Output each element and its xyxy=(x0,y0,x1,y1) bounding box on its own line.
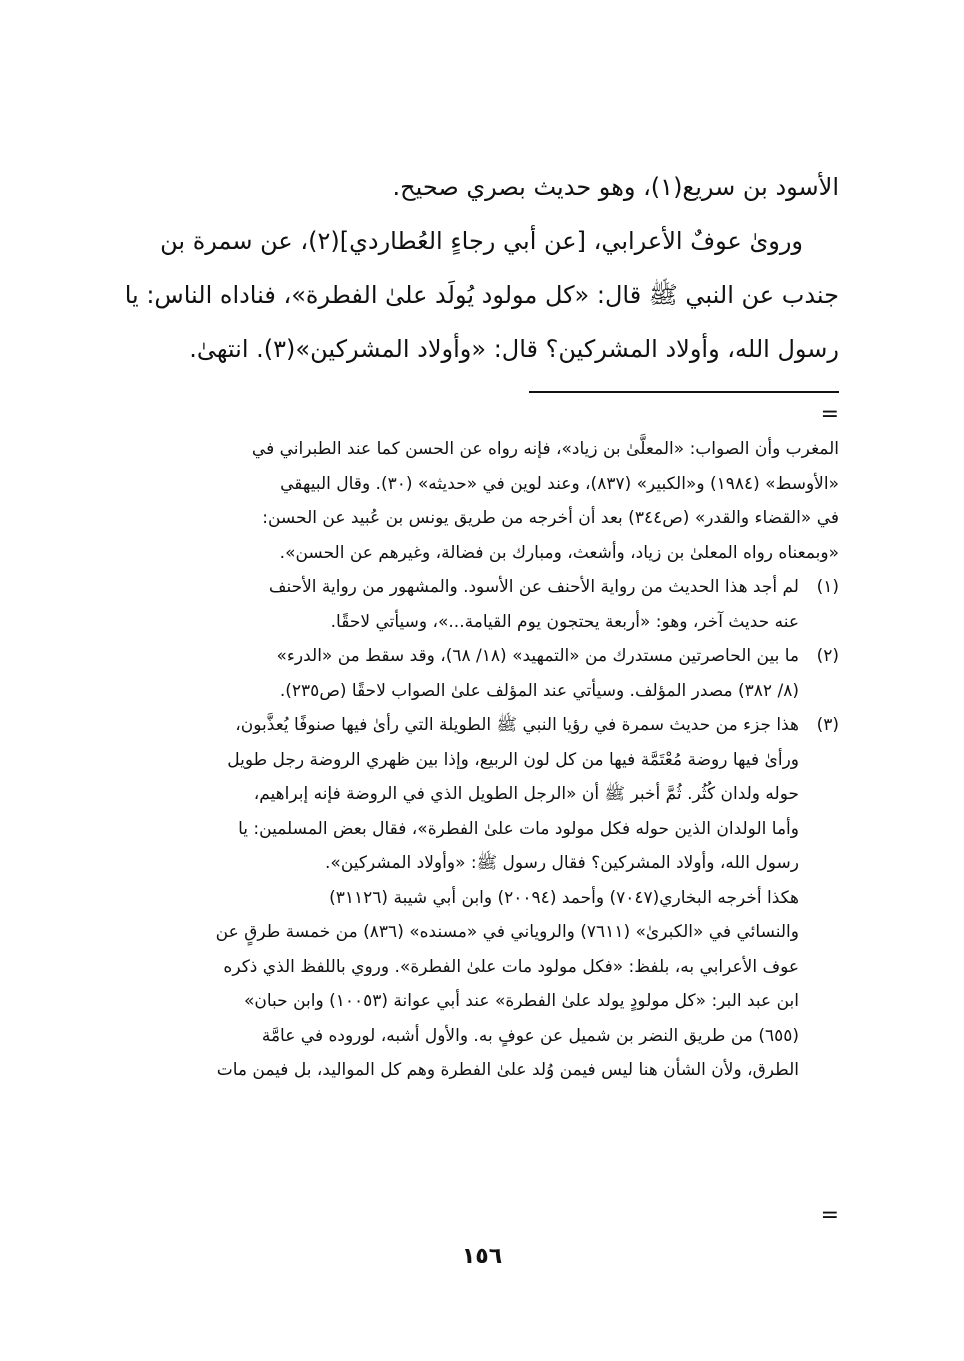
page-number: ١٥٦ xyxy=(461,1244,503,1269)
footnote-line: هذا جزء من حديث سمرة في رؤيا النبي ﷺ الطويلة التي رأىٰ فيها صنوفًا يُعذَّبون، xyxy=(235,715,799,735)
footnote-line: (٦٥٥) من طريق النضر بن شميل عن عوفٍ به. والأول أشبه، لوروده في عامَّة xyxy=(261,1025,799,1046)
footnote-line: عنه حديث آخر، وهو: «أربعة يحتجون يوم القيامة...»، وسيأتي لاحقًا. xyxy=(330,611,799,632)
footnote-line: ما بين الحاصرتين مستدرك من «التمهيد» (١٨/ ٦٨)، وقد سقط من «الدرء» xyxy=(276,646,799,666)
main-text xyxy=(125,160,839,376)
footnote-line: وأما الولدان الذين حوله فكل مولود مات علىٰ الفطرة»، فقال بعض المسلمين: يا xyxy=(238,818,799,839)
footnote-number: (٢) xyxy=(816,646,839,666)
footnote-line: لم أجد هذا الحديث من رواية الأحنف عن الأسود. والمشهور من رواية الأحنف xyxy=(268,577,799,597)
footnote-line: ورأىٰ فيها روضة مُعْتَمَّة فيها من كل لون الربيع، وإذا بين ظهري الروضة رجل طويل xyxy=(227,749,799,770)
footnote-3 xyxy=(125,708,839,1088)
footnote-1 xyxy=(125,570,839,639)
footnote-number: (١) xyxy=(816,577,839,597)
footnote-separator xyxy=(529,391,839,393)
continuation-mark-bottom: = xyxy=(820,1203,839,1228)
footnote-line: عوف الأعرابي به، بلفظ: «فكل مولود مات علىٰ الفطرة». وروي باللفظ الذي ذكره xyxy=(223,956,799,977)
footnote-line: «وبمعناه رواه المعلىٰ بن زياد، وأشعث، ومبارك بن فضالة، وغيرهم عن الحسن». xyxy=(279,542,839,563)
footnote-line: المغرب وأن الصواب: «المعلَّىٰ بن زياد»، فإنه رواه عن الحسن كما عند الطبراني في xyxy=(251,439,839,459)
main-text-line: جندب عن النبي ﷺ قال: «كل مولود يُولَد علىٰ الفطرة»، فناداه الناس: يا xyxy=(125,281,839,309)
footnotes xyxy=(125,432,839,1088)
continuation-mark-top: = xyxy=(820,402,839,427)
footnote-line: في «القضاء والقدر» (ص٣٤٤) بعد أن أخرجه من طريق يونس بن عُبيد عن الحسن: xyxy=(262,508,839,528)
footnote-number: (٣) xyxy=(816,715,839,735)
footnote-line: ابن عبد البر: «كل مولودٍ يولد علىٰ الفطرة» عند أبي عوانة (١٠٠٥٣) وابن حبان» xyxy=(243,991,799,1011)
main-text-line: رسول الله، وأولاد المشركين؟ قال: «وأولاد المشركين»(٣). انتهىٰ. xyxy=(189,335,839,363)
footnote-2 xyxy=(125,639,839,708)
footnote-line: «الأوسط» (١٩٨٤) و«الكبير» (٨٣٧)، وعند لوين في «حديثه» (٣٠). وقال البيهقي xyxy=(280,473,839,494)
footnote-line: الطرق، ولأن الشأن هنا ليس فيمن وُلد علىٰ الفطرة وهم كل المواليد، بل فيمن مات xyxy=(216,1060,799,1080)
footnote-line: هكذا أخرجه البخاري(٧٠٤٧) وأحمد (٢٠٠٩٤) وابن أبي شيبة (٣١١٢٦) xyxy=(329,887,799,908)
footnote-line: والنسائي في «الكبرىٰ» (٧٦١١) والروياني في «مسنده» (٨٣٦) من خمسة طرقٍ عن xyxy=(215,922,799,942)
footnote-line: (٨/ ٣٨٢) مصدر المؤلف. وسيأتي عند المؤلف علىٰ الصواب لاحقًا (ص٢٣٥). xyxy=(279,680,799,701)
main-text-line: الأسود بن سريع(١)، وهو حديث بصري صحيح. xyxy=(392,173,839,201)
footnote-line: حوله ولدان كُثُر. ثُمَّ أخبر ﷺ أن «الرجل الطويل الذي في الروضة فإنه إبراهيم، xyxy=(253,784,799,804)
footnote-carried-over xyxy=(125,432,839,570)
main-text-line: ورویٰ عوفٌ الأعرابي، [عن أبي رجاءٍ العُطاردي](٢)، عن سمرة بن xyxy=(160,227,803,255)
footnote-line: رسول الله، وأولاد المشركين؟ فقال رسول ﷺ: «وأولاد المشركين». xyxy=(325,853,799,873)
